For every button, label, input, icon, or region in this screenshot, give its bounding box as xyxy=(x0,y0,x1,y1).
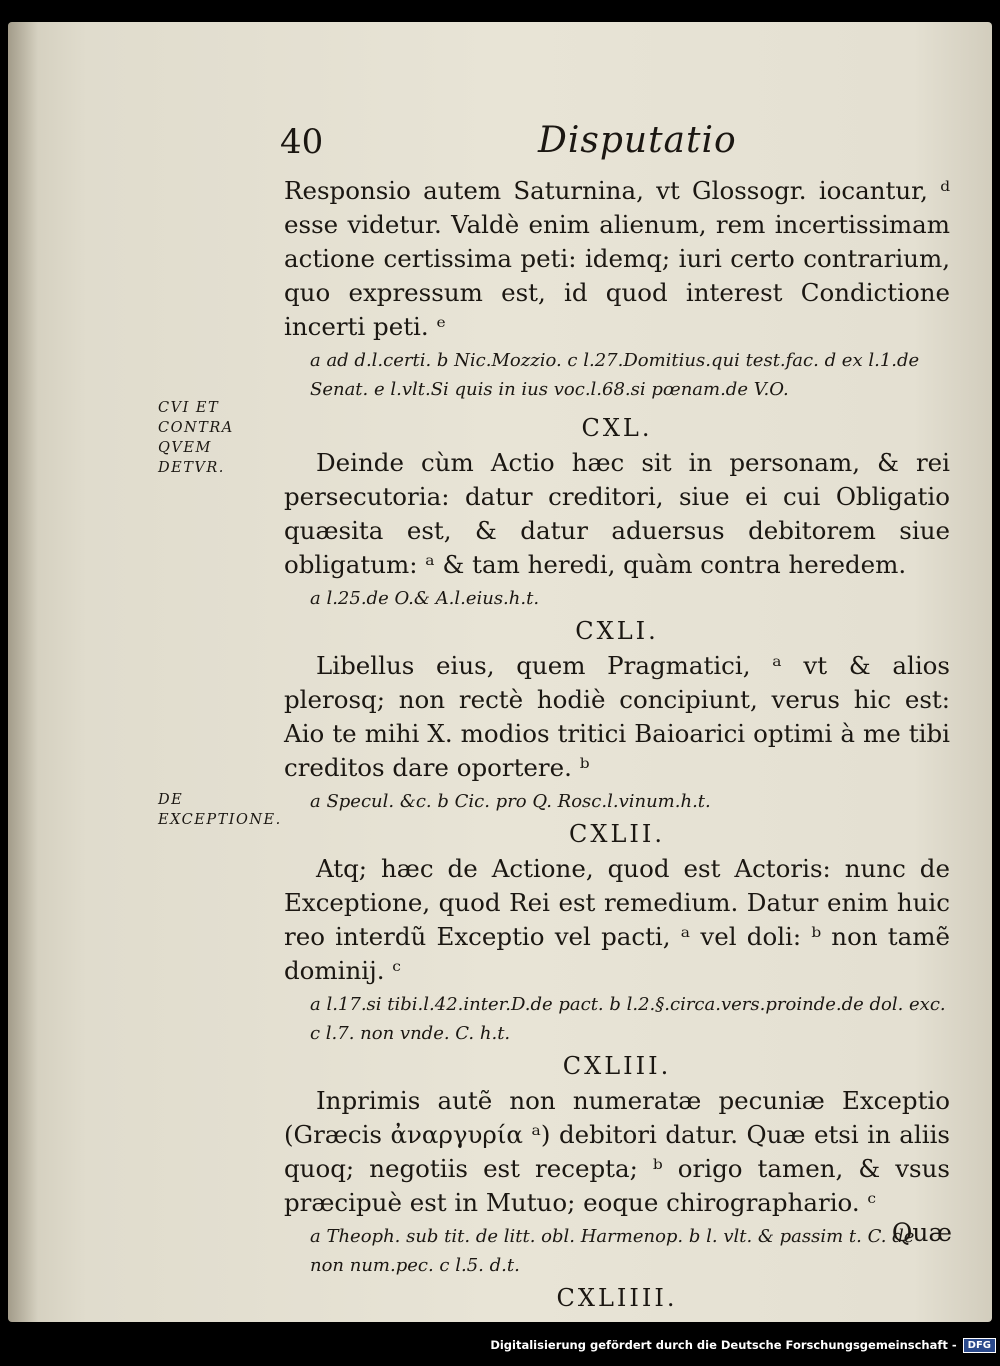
section-notes-cxl: a l.25.de O.& A.l.eius.h.t. xyxy=(310,588,540,609)
section-text-cxli: Libellus eius, quem Pragmatici, ᵃ vt & alios plerosq; non rectè hodiè concipiunt, verus hic est: Aio te mihi X. modios tritici Baioarici optimi à me tibi creditos dare oportere. ᵇ xyxy=(284,651,950,782)
gutter-shadow xyxy=(8,22,38,1322)
section-notes-cxlii: a l.17.si tibi.l.42.inter.D.de pact. b l.2.§.circa.vers.proinde.de dol. exc. c l.7. non vnde. C. h.t. xyxy=(310,994,946,1044)
dfg-logo: DFG xyxy=(963,1338,996,1353)
section-heading-cxliii: CXLIII. xyxy=(562,1052,672,1080)
section-heading-cxl: CXL. xyxy=(581,414,653,442)
page-body xyxy=(284,174,950,1316)
footnotes-intro: a ad d.l.certi. b Nic.Mozzio. c l.27.Domitius.qui test.fac. d ex l.1.de Senat. e l.vlt.Si quis in ius voc.l.68.si pœnam.de V.O. xyxy=(310,350,920,400)
page-header xyxy=(280,122,980,172)
section-heading-cxliiii: CXLIIII. xyxy=(556,1284,678,1312)
section-notes-cxliii: a Theoph. sub tit. de litt. obl. Harmenop. b l. vlt. & passim t. C. de non num.pec. c l.5. d.t. xyxy=(310,1226,915,1276)
margin-note-de-exceptione: DE EXCEPTIONE. xyxy=(158,792,282,828)
section-text-cxlii: Atq; hæc de Actione, quod est Actoris: nunc de Exceptione, quod Rei est remedium. Datur enim huic reo interdũ Exceptio vel pacti, ᵃ vel doli: ᵇ non tamẽ dominij. ᶜ xyxy=(284,854,950,985)
page-number: 40 xyxy=(280,122,324,162)
margin-note-cui-et-contra: CVI ET CONTRA QVEM DETVR. xyxy=(158,400,234,476)
digitization-footer xyxy=(490,1334,1000,1356)
section-notes-cxli: a Specul. &c. b Cic. pro Q. Rosc.l.vinum.h.t. xyxy=(310,791,711,812)
running-head: Disputatio xyxy=(538,120,737,161)
catchword: Quæ xyxy=(891,1218,952,1247)
paragraph-intro: Responsio autem Saturnina, vt Glossogr. iocantur, ᵈ esse videtur. Valdè enim alienum, rem incertissimam actione certissima peti: idemq; iuri certo contrarium, quo expressum est, id quod interest Condictione incerti peti. ᵉ xyxy=(284,176,950,341)
footer-credit: Digitalisierung gefördert durch die Deutsche Forschungsgemeinschaft - xyxy=(490,1338,957,1352)
book-page xyxy=(8,22,992,1322)
section-text-cxliii: Inprimis autẽ non numeratæ pecuniæ Exceptio (Græcis ἀναργυρία ᵃ) debitori datur. Quæ etsi in aliis quoq; negotiis est recepta; ᵇ origo tamen, & vsus præcipuè est in Mutuo; eoque chirographario. ᶜ xyxy=(284,1086,950,1217)
section-heading-cxlii: CXLII. xyxy=(569,820,665,848)
section-text-cxl: Deinde cùm Actio hæc sit in personam, & rei persecutoria: datur creditori, siue ei cui Obligatio quæsita est, & datur aduersus debitorem siue obligatum: ᵃ & tam heredi, quàm contra heredem. xyxy=(284,448,950,579)
section-heading-cxli: CXLI. xyxy=(575,617,659,645)
